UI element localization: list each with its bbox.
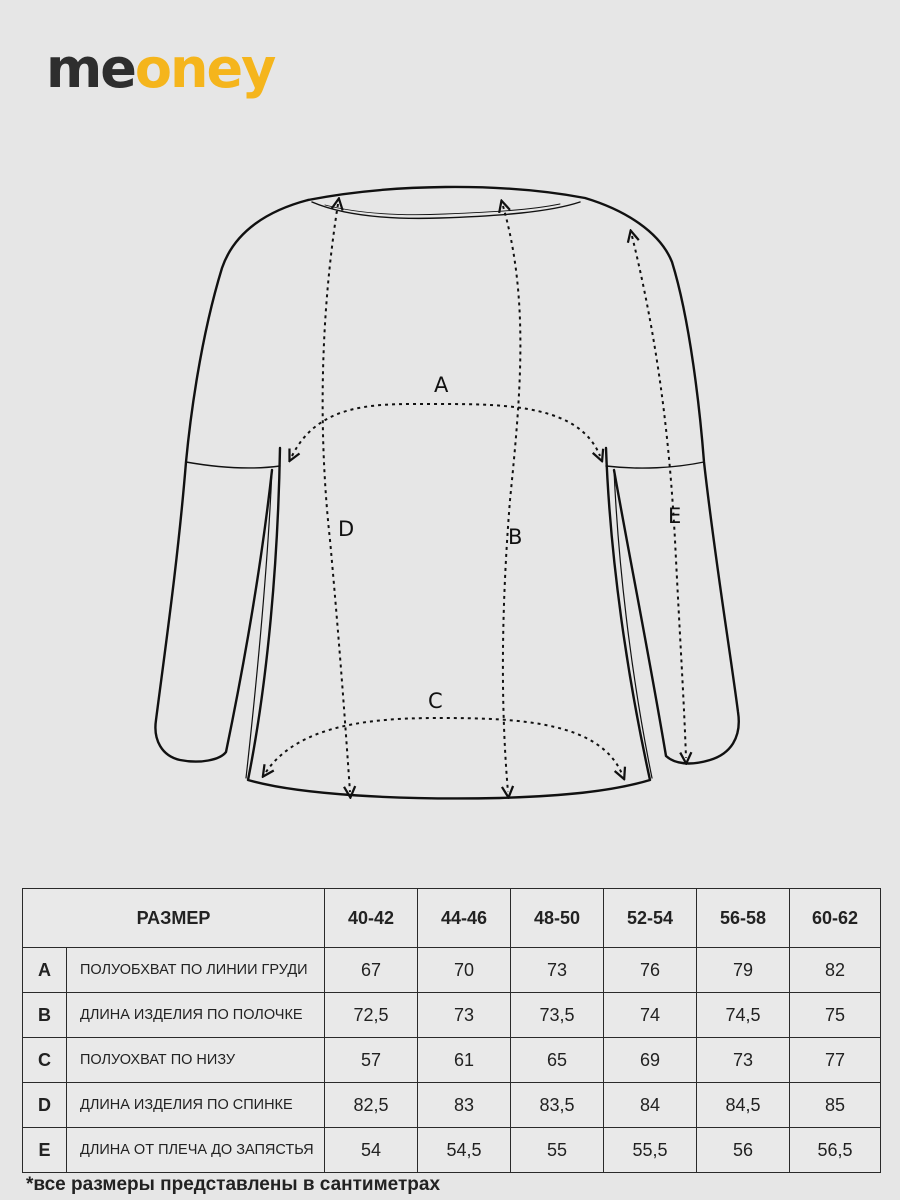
table-cell: 65 (511, 1038, 604, 1083)
table-cell: 57 (325, 1038, 418, 1083)
table-cell: 55,5 (604, 1128, 697, 1173)
size-header-cell: 52-54 (604, 889, 697, 948)
table-cell: 73 (418, 993, 511, 1038)
measure-c-line (266, 718, 622, 774)
label-b: B (508, 525, 523, 549)
row-code: C (23, 1038, 67, 1083)
measure-a-line (292, 404, 600, 456)
measurement-labels (338, 373, 681, 713)
label-a: A (434, 373, 449, 397)
size-header-label: РАЗМЕР (23, 889, 325, 948)
table-cell: 76 (604, 948, 697, 993)
row-label: ПОЛУОБХВАТ ПО ЛИНИИ ГРУДИ (67, 948, 325, 993)
table-cell: 56,5 (790, 1128, 881, 1173)
table-row (23, 948, 881, 993)
row-label: ДЛИНА ИЗДЕЛИЯ ПО СПИНКЕ (67, 1083, 325, 1128)
units-footnote: *все размеры представлены в сантиметрах (26, 1174, 441, 1195)
table-cell: 54 (325, 1128, 418, 1173)
table-cell: 84 (604, 1083, 697, 1128)
size-chart-table (22, 888, 881, 1173)
label-e: E (668, 504, 682, 528)
table-cell: 84,5 (697, 1083, 790, 1128)
table-cell: 77 (790, 1038, 881, 1083)
measurement-lines (266, 204, 686, 792)
row-code: E (23, 1128, 67, 1173)
table-cell: 70 (418, 948, 511, 993)
table-cell: 79 (697, 948, 790, 993)
row-label: ДЛИНА ОТ ПЛЕЧА ДО ЗАПЯСТЬЯ (67, 1128, 325, 1173)
table-cell: 55 (511, 1128, 604, 1173)
table-row (23, 1038, 881, 1083)
table-cell: 73 (697, 1038, 790, 1083)
size-header-cell: 56-58 (697, 889, 790, 948)
size-header-cell: 48-50 (511, 889, 604, 948)
table-cell: 82 (790, 948, 881, 993)
logo-text-oney: oney (134, 37, 275, 100)
table-cell: 67 (325, 948, 418, 993)
row-label: ПОЛУОХВАТ ПО НИЗУ (67, 1038, 325, 1083)
table-cell: 61 (418, 1038, 511, 1083)
sweater-outline (155, 187, 738, 798)
garment-diagram (0, 150, 900, 830)
logo-text-me: me (46, 37, 135, 100)
table-cell: 74 (604, 993, 697, 1038)
row-label: ДЛИНА ИЗДЕЛИЯ ПО ПОЛОЧКЕ (67, 993, 325, 1038)
table-cell: 75 (790, 993, 881, 1038)
row-code: D (23, 1083, 67, 1128)
table-cell: 73,5 (511, 993, 604, 1038)
table-row (23, 993, 881, 1038)
table-cell: 73 (511, 948, 604, 993)
table-cell: 85 (790, 1083, 881, 1128)
size-header-cell: 60-62 (790, 889, 881, 948)
table-cell: 72,5 (325, 993, 418, 1038)
measure-d-line (323, 204, 350, 792)
label-c: C (428, 689, 443, 713)
measure-e-line (632, 236, 686, 758)
table-cell: 69 (604, 1038, 697, 1083)
row-code: A (23, 948, 67, 993)
table-cell: 83,5 (511, 1083, 604, 1128)
brand-logo (46, 37, 275, 100)
table-cell: 83 (418, 1083, 511, 1128)
label-d: D (338, 517, 355, 541)
table-cell: 56 (697, 1128, 790, 1173)
table-row (23, 1128, 881, 1173)
table-row (23, 1083, 881, 1128)
measure-b-line (503, 206, 523, 792)
size-header-cell: 44-46 (418, 889, 511, 948)
table-cell: 54,5 (418, 1128, 511, 1173)
size-header-cell: 40-42 (325, 889, 418, 948)
row-code: B (23, 993, 67, 1038)
table-cell: 82,5 (325, 1083, 418, 1128)
size-header-row (23, 889, 881, 948)
table-cell: 74,5 (697, 993, 790, 1038)
